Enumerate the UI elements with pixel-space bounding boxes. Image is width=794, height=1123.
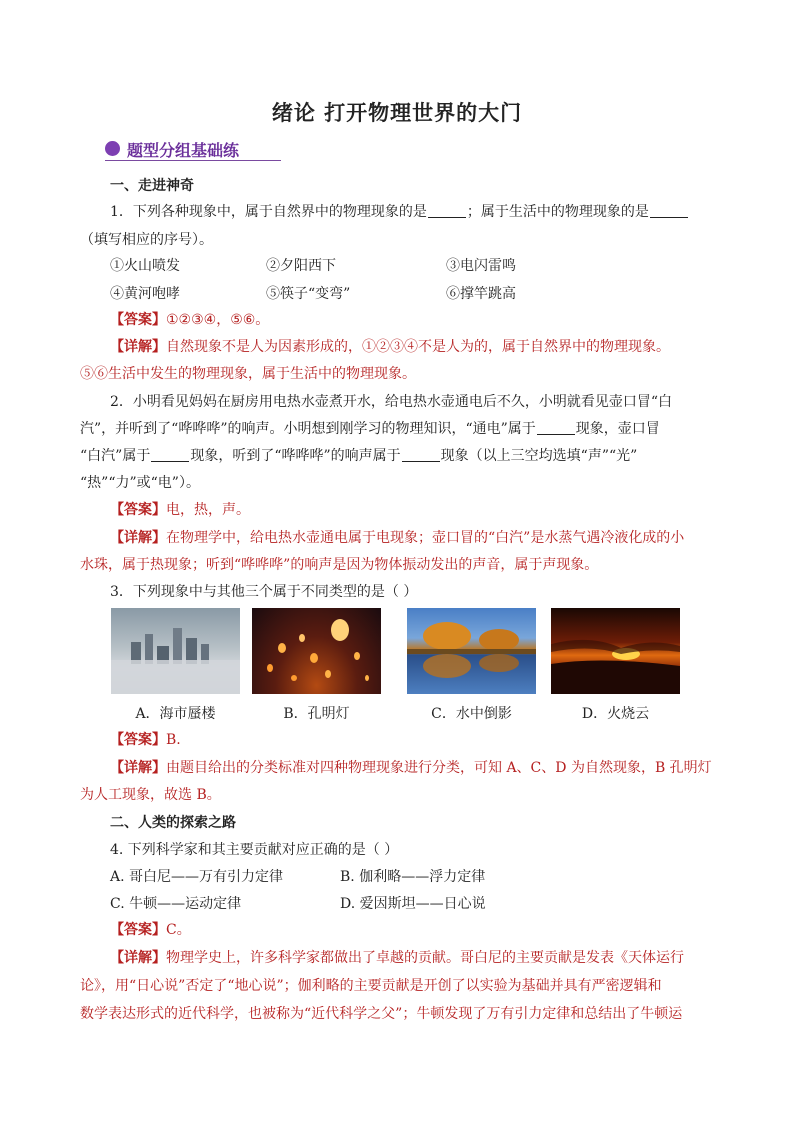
q2-stem-line2: 汽”，并听到了“哗哗哗”的响声。小明想到刚学习的物理知识，“通电”属于 现象，壶口冒 — [80, 421, 660, 437]
q3-detail-cont: 为人工现象，故选 B。 — [80, 787, 221, 803]
reflection-image — [407, 608, 536, 694]
q1-detail: 【详解】自然现象不是人为因素形成的，①②③④不是人为的，属于自然界中的物理现象。 — [110, 339, 670, 355]
q1-detail-cont: ⑤⑥生活中发生的物理现象，属于生活中的物理现象。 — [80, 366, 416, 382]
q4-detail: 【详解】物理学史上，许多科学家都做出了卓越的贡献。哥白尼的主要贡献是发表《天体运行 — [110, 950, 684, 966]
q1-option: ⑥撑竿跳高 — [446, 286, 516, 302]
bullet-dot-icon — [105, 141, 120, 156]
q4-detail-cont: 论》，用“日心说”否定了“地心说”；伽利略的主要贡献是开创了以实验为基础并具有严密逻辑和 — [80, 978, 662, 994]
q1-answer: 【答案】①②③④，⑤⑥。 — [110, 312, 270, 328]
q3-answer: 【答案】B. — [110, 732, 181, 748]
q1-option: ②夕阳西下 — [266, 258, 336, 274]
lantern-image — [252, 608, 381, 694]
q3-caption: C．水中倒影 — [431, 706, 512, 722]
q2-answer: 【答案】电，热，声。 — [110, 502, 250, 518]
section-header — [105, 138, 281, 161]
q4-answer: 【答案】C。 — [110, 922, 191, 938]
q2-blank-3[interactable] — [402, 447, 440, 462]
q2-detail-cont: 水珠，属于热现象；听到“哗哗哗”的响声是因为物体振动发出的声音，属于声现象。 — [80, 557, 599, 573]
q1-option: ④黄河咆哮 — [110, 286, 180, 302]
q1-option: ①火山喷发 — [110, 258, 180, 274]
burning-cloud-image — [551, 608, 680, 694]
q2-stem: 2．小明看见妈妈在厨房用电热水壶煮开水，给电热水壶通电后不久，小明就看见壶口冒“白 — [110, 394, 673, 410]
q2-stem-line4: “热”“力”或“电”）。 — [80, 475, 200, 491]
q1-option: ⑤筷子“变弯” — [266, 286, 351, 302]
q3-caption: A．海市蜃楼 — [135, 706, 216, 722]
q1-stem: 1．下列各种现象中，属于自然界中的物理现象的是 ；属于生活中的物理现象的是 — [110, 202, 689, 222]
q3-caption: B．孔明灯 — [283, 706, 350, 722]
part2-heading: 二、人类的探索之路 — [110, 815, 236, 831]
q4-option: C. 牛顿——运动定律 — [110, 896, 242, 912]
q3-detail: 【详解】由题目给出的分类标准对四种物理现象进行分类，可知 A、C、D 为自然现象，B 孔明灯 — [110, 760, 712, 776]
q4-option: D. 爱因斯坦——日心说 — [340, 896, 486, 912]
q2-stem-line3: “白汽”属于 现象，听到了“哗哗哗”的响声属于 现象（以上三空均选填“声”“光” — [80, 448, 638, 464]
q4-detail-cont: 数学表达形式的近代科学，也被称为“近代科学之父”；牛顿发现了万有引力定律和总结出了牛顿运 — [80, 1006, 683, 1022]
q1-option: ③电闪雷鸣 — [446, 258, 516, 274]
page-title: 绪论 打开物理世界的大门 — [271, 100, 523, 125]
q2-detail: 【详解】在物理学中，给电热水壶通电属于电现象；壶口冒的“白汽”是水蒸气遇冷液化成的小 — [110, 530, 685, 546]
part1-heading: 一、走进神奇 — [110, 178, 194, 194]
q4-option: B. 伽利略——浮力定律 — [340, 869, 486, 885]
mirage-image — [111, 608, 240, 694]
section-label: 题型分组基础练 — [127, 141, 240, 160]
q4-stem: 4. 下列科学家和其主要贡献对应正确的是（ ） — [110, 842, 399, 858]
q1-stem-cont: （填写相应的序号）。 — [80, 232, 213, 248]
q1-blank-1[interactable] — [428, 203, 466, 218]
q1-blank-2[interactable] — [650, 203, 688, 218]
q2-blank-1[interactable] — [537, 420, 575, 435]
q3-stem: 3．下列现象中与其他三个属于不同类型的是（ ） — [110, 584, 418, 600]
q2-blank-2[interactable] — [151, 447, 189, 462]
q3-caption: D．火烧云 — [581, 706, 650, 722]
q4-option: A. 哥白尼——万有引力定律 — [110, 869, 284, 885]
